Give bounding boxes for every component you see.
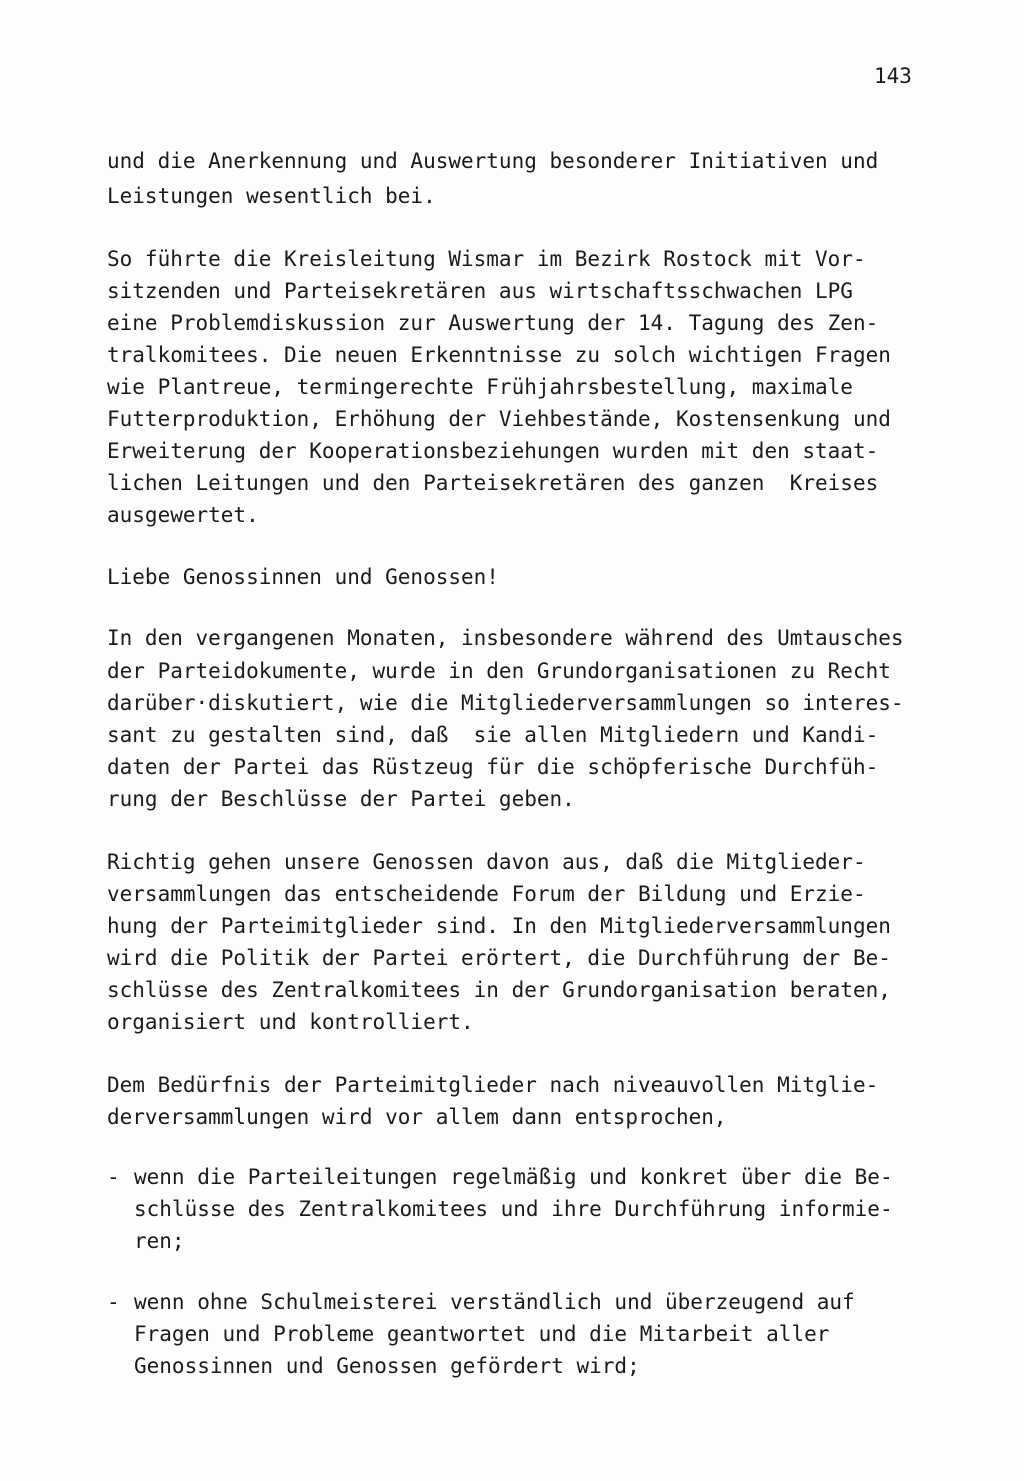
text-line: Futterproduktion, Erhöhung der Viehbestände, Kostensenkung und [107,407,891,431]
bullet-dash: - [107,1165,120,1189]
text-line: Richtig gehen unsere Genossen davon aus, daß die Mitglieder- [107,850,866,874]
text-line: tralkomitees. Die neuen Erkenntnisse zu solch wichtigen Fragen [107,343,891,367]
text-line: Erweiterung der Kooperationsbeziehungen wurden mit den staat- [107,439,879,463]
text-line: In den vergangenen Monaten, insbesondere während des Umtausches [107,626,904,650]
text-line: derversammlungen wird vor allem dann entsprochen, [107,1105,727,1129]
text-line: Fragen und Probleme geantwortet und die Mitarbeit aller [134,1322,830,1346]
text-line: hung der Parteimitglieder sind. In den Mitgliederversammlungen [107,914,891,938]
text-line: schlüsse des Zentralkomitees in der Grundorganisation beraten, [107,978,891,1002]
text-line: lichen Leitungen und den Parteisekretären des ganzen Kreises [107,471,879,495]
text-line: der Parteidokumente, wurde in den Grundorganisationen zu Recht [107,659,891,683]
text-line: Dem Bedürfnis der Parteimitglieder nach niveauvollen Mitglie- [107,1073,879,1097]
text-line: wie Plantreue, termingerechte Frühjahrsbestellung, maximale [107,375,853,399]
text-line: So führte die Kreisleitung Wismar im Bezirk Rostock mit Vor- [107,247,866,271]
bullet-dash: - [107,1290,120,1314]
text-line: darüber·diskutiert, wie die Mitgliederversammlungen so interes- [107,691,904,715]
text-line: und die Anerkennung und Auswertung besonderer Initiativen und [107,149,879,173]
text-line: rung der Beschlüsse der Partei geben. [107,787,575,811]
page-number: 143 [874,64,912,88]
text-line: sant zu gestalten sind, daß sie allen Mitgliedern und Kandi- [107,723,879,747]
text-line: organisiert und kontrolliert. [107,1010,474,1034]
text-line: wenn die Parteileitungen regelmäßig und konkret über die Be- [134,1165,893,1189]
text-line: wird die Politik der Partei erörtert, die Durchführung der Be- [107,946,891,970]
text-line: ausgewertet. [107,503,259,527]
text-line: versammlungen das entscheidende Forum der Bildung und Erzie- [107,882,866,906]
text-line: Leistungen wesentlich bei. [107,184,436,208]
text-line: sitzenden und Parteisekretären aus wirtschaftsschwachen LPG [107,279,853,303]
text-line: wenn ohne Schulmeisterei verständlich und überzeugend auf [134,1290,855,1314]
text-line: daten der Partei das Rüstzeug für die schöpferische Durchfüh- [107,755,879,779]
text-line: ren; [134,1229,185,1253]
text-line: Genossinnen und Genossen gefördert wird; [134,1354,640,1378]
text-line: Liebe Genossinnen und Genossen! [107,565,499,589]
text-line: eine Problemdiskussion zur Auswertung der 14. Tagung des Zen- [107,311,879,335]
text-line: schlüsse des Zentralkomitees und ihre Durchführung informie- [134,1197,893,1221]
